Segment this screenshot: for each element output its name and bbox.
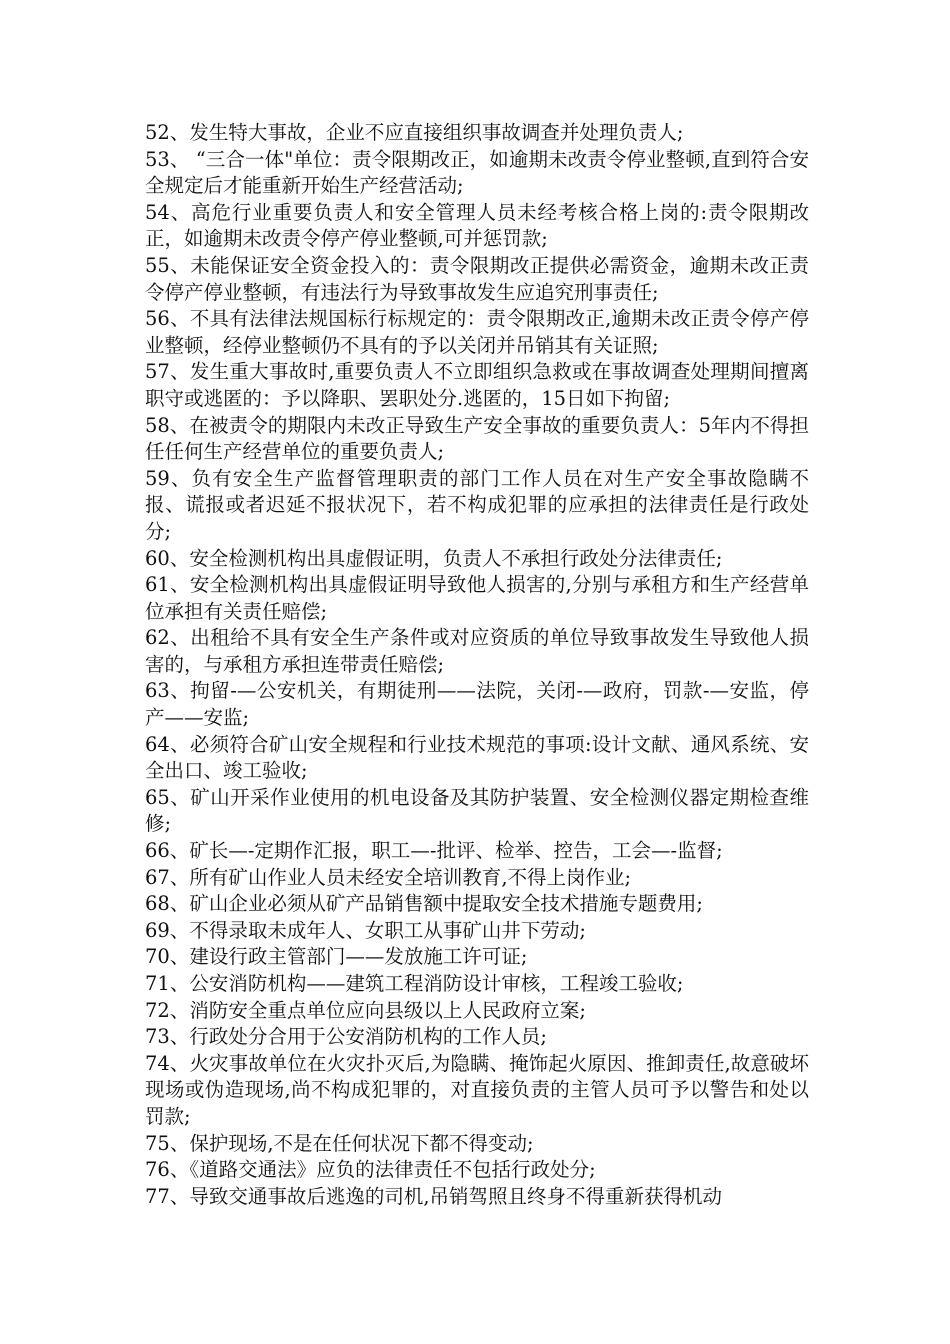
list-item-75: 75、保护现场,不是在任何状况下都不得变动; — [145, 1131, 534, 1155]
list-item-76: 76、《道路交通法》应负的法律责任不包括行政处分; — [145, 1158, 596, 1182]
list-item-73: 73、行政处分合用于公安消防机构的工作人员; — [145, 1025, 547, 1049]
list-item-56: 56、不具有法律法规国标行标规定的：责令限期改正,逾期未改正责令停产停业整顿，经停业整顿仍不具有的予以关闭并吊销其有关证照; — [145, 307, 809, 357]
list-item-52: 52、发生特大事故，企业不应直接组织事故调查并处理负责人; — [145, 121, 684, 144]
list-item-62: 62、出租给不具有安全生产条件或对应资质的单位导致事故发生导致他人损害的，与承租方承担连带责任赔偿; — [145, 626, 809, 676]
list-item-70: 70、建设行政主管部门——发放施工许可证; — [145, 945, 528, 969]
document-body — [145, 120, 809, 1210]
list-item-66: 66、矿长—-定期作汇报，职工—-批评、检举、控告，工会—-监督; — [145, 839, 723, 863]
list-item-59: 59、负有安全生产监督管理职责的部门工作人员在对生产安全事故隐瞒不报、谎报或者迟延不报状况下，若不构成犯罪的应承担的法律责任是行政处分; — [145, 466, 809, 543]
list-item-54: 54、高危行业重要负责人和安全管理人员未经考核合格上岗的:责令限期改正，如逾期未改责令停产停业整顿,可并惩罚款; — [145, 200, 809, 251]
list-item-61: 61、安全检测机构出具虚假证明导致他人损害的,分别与承租方和生产经营单位承担有关责任赔偿; — [145, 573, 809, 623]
list-item-72: 72、消防安全重点单位应向县级以上人民政府立案; — [145, 998, 586, 1022]
list-item-60: 60、安全检测机构出具虚假证明，负责人不承担行政处分法律责任; — [145, 546, 723, 570]
list-item-55: 55、未能保证安全资金投入的：责令限期改正提供必需资金，逾期未改正责令停产停业整顿，有违法行为导致事故发生应追究刑事责任; — [145, 253, 809, 304]
list-item-74: 74、火灾事故单位在火灾扑灭后,为隐瞒、掩饰起火原因、推卸责任,故意破坏现场或伪造现场,尚不构成犯罪的，对直接负责的主管人员可予以警告和处以罚款; — [145, 1051, 809, 1128]
list-item-64: 64、必须符合矿山安全规程和行业技术规范的事项:设计文献、通风系统、安全出口、竣工验收; — [145, 732, 809, 783]
list-item-53: 53、 “三合一体"单位：责令限期改正，如逾期未改责令停业整顿,直到符合安全规定后才能重新开始生产经营活动; — [145, 147, 809, 198]
list-item-65: 65、矿山开采作业使用的机电设备及其防护装置、安全检测仪器定期检查维修; — [145, 785, 809, 836]
list-item-68: 68、矿山企业必须从矿产品销售额中提取安全技术措施专题费用; — [145, 892, 703, 916]
list-item-57: 57、发生重大事故时,重要负责人不立即组织急救或在事故调查处理期间擅离职守或逃匿的：予以降职、罢职处分.逃匿的，15日如下拘留; — [145, 360, 809, 410]
list-item-67: 67、所有矿山作业人员未经安全培训教育,不得上岗作业; — [145, 865, 632, 889]
list-item-63: 63、拘留-—公安机关，有期徒刑——法院，关闭-—政府，罚款-—安监，停产——安监; — [145, 679, 809, 730]
list-item-71: 71、公安消防机构——建筑工程消防设计审核，工程竣工验收; — [145, 972, 684, 995]
list-item-69: 69、不得录取未成年人、女职工从事矿山井下劳动; — [145, 918, 586, 942]
list-item-58: 58、在被责令的期限内未改正导致生产安全事故的重要负责人：5年内不得担任任何生产经营单位的重要负责人; — [145, 413, 809, 464]
list-item-77: 77、导致交通事故后逃逸的司机,吊销驾照且终身不得重新获得机动 — [145, 1184, 723, 1208]
